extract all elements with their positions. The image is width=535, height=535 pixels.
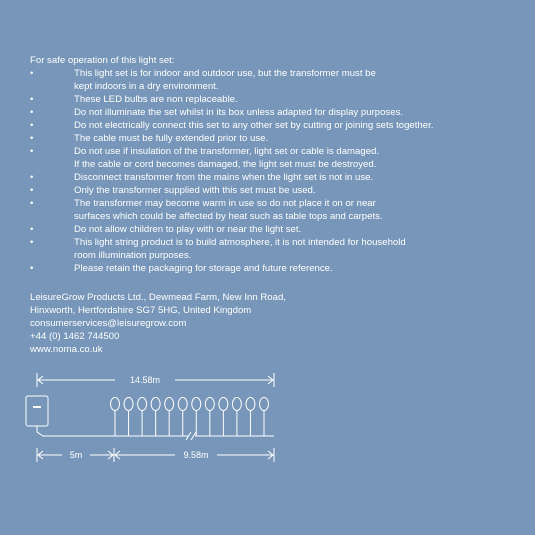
bullet-icon: • [30, 120, 34, 131]
lit-length-label: 9.58m [183, 450, 209, 460]
contact-website: www.noma.co.uk [30, 344, 103, 355]
bullet-icon: • [30, 68, 34, 79]
contact-address: Hinxworth, Hertfordshire SG7 5HG, United Kingdom [30, 305, 252, 316]
bulb-icon [192, 398, 201, 437]
safety-item [30, 197, 510, 223]
safety-intro: For safe operation of this light set: [30, 55, 175, 66]
safety-item-text-continued: room illumination purposes. [74, 250, 192, 261]
bullet-icon: • [30, 94, 34, 105]
transformer-plug [26, 396, 188, 436]
bulb-icon [138, 398, 147, 437]
safety-item-text: Do not electrically connect this set to any other set by cutting or joining sets together. [74, 120, 434, 131]
safety-item-text-continued: surfaces which could be affected by heat such as table tops and carpets. [74, 211, 383, 222]
safety-item [30, 132, 510, 145]
bullet-icon: • [30, 237, 34, 248]
safety-item-text: Only the transformer supplied with this set must be used. [74, 185, 316, 196]
bulb-icon [205, 398, 214, 437]
total-length-label: 14.58m [129, 375, 161, 385]
bulb-icon [151, 398, 160, 437]
bullet-icon: • [30, 263, 34, 274]
safety-item [30, 93, 510, 106]
safety-item-text: The transformer may become warm in use so do not place it on or near [74, 198, 376, 209]
contact-company: LeisureGrow Products Ltd., Dewmead Farm, New Inn Road, [30, 292, 286, 303]
bulb-icon [178, 398, 187, 437]
safety-item-text-continued: kept indoors in a dry environment. [74, 81, 219, 92]
safety-list [30, 67, 510, 275]
bulb-icon [260, 398, 269, 437]
safety-item [30, 145, 510, 171]
safety-item-text: This light set is for indoor and outdoor use, but the transformer must be [74, 68, 376, 79]
light-string-diagram [0, 360, 535, 470]
bulb-icon [246, 398, 255, 437]
bulb-icon [219, 398, 228, 437]
bullet-icon: • [30, 146, 34, 157]
safety-item-text: Do not illuminate the set whilst in its box unless adapted for display purposes. [74, 107, 404, 118]
safety-item-text: This light string product is to build atmosphere, it is not intended for household [74, 237, 406, 248]
bulb-icon [124, 398, 133, 437]
bulb-icon [111, 398, 120, 437]
safety-item [30, 184, 510, 197]
safety-item-text: These LED bulbs are non replaceable. [74, 94, 238, 105]
bullet-icon: • [30, 224, 34, 235]
bulb-icon [232, 398, 241, 437]
bulb-string [111, 398, 275, 441]
safety-item-text: Do not use if insulation of the transformer, light set or cable is damaged. [74, 146, 380, 157]
bullet-icon: • [30, 107, 34, 118]
bulb-icon [165, 398, 174, 437]
safety-item [30, 171, 510, 184]
safety-item [30, 236, 510, 262]
lead-cable [37, 426, 188, 436]
contact-email: consumerservices@leisuregrow.com [30, 318, 187, 329]
safety-item [30, 119, 510, 132]
contact-block [30, 291, 286, 356]
safety-item [30, 106, 510, 119]
safety-item [30, 223, 510, 236]
safety-item [30, 67, 510, 93]
bullet-icon: • [30, 133, 34, 144]
bullet-icon: • [30, 172, 34, 183]
transformer-body [26, 396, 48, 426]
lead-length-label: 5m [69, 450, 83, 460]
safety-item-text-continued: If the cable or cord becomes damaged, the light set must be destroyed. [74, 159, 377, 170]
safety-item [30, 262, 510, 275]
safety-item-text: Do not allow children to play with or near the light set. [74, 224, 302, 235]
safety-item-text: Disconnect transformer from the mains when the light set is not in use. [74, 172, 374, 183]
safety-item-text: Please retain the packaging for storage and future reference. [74, 263, 333, 274]
contact-phone: +44 (0) 1462 744500 [30, 331, 120, 342]
bullet-icon: • [30, 198, 34, 209]
safety-item-text: The cable must be fully extended prior to use. [74, 133, 269, 144]
bullet-icon: • [30, 185, 34, 196]
